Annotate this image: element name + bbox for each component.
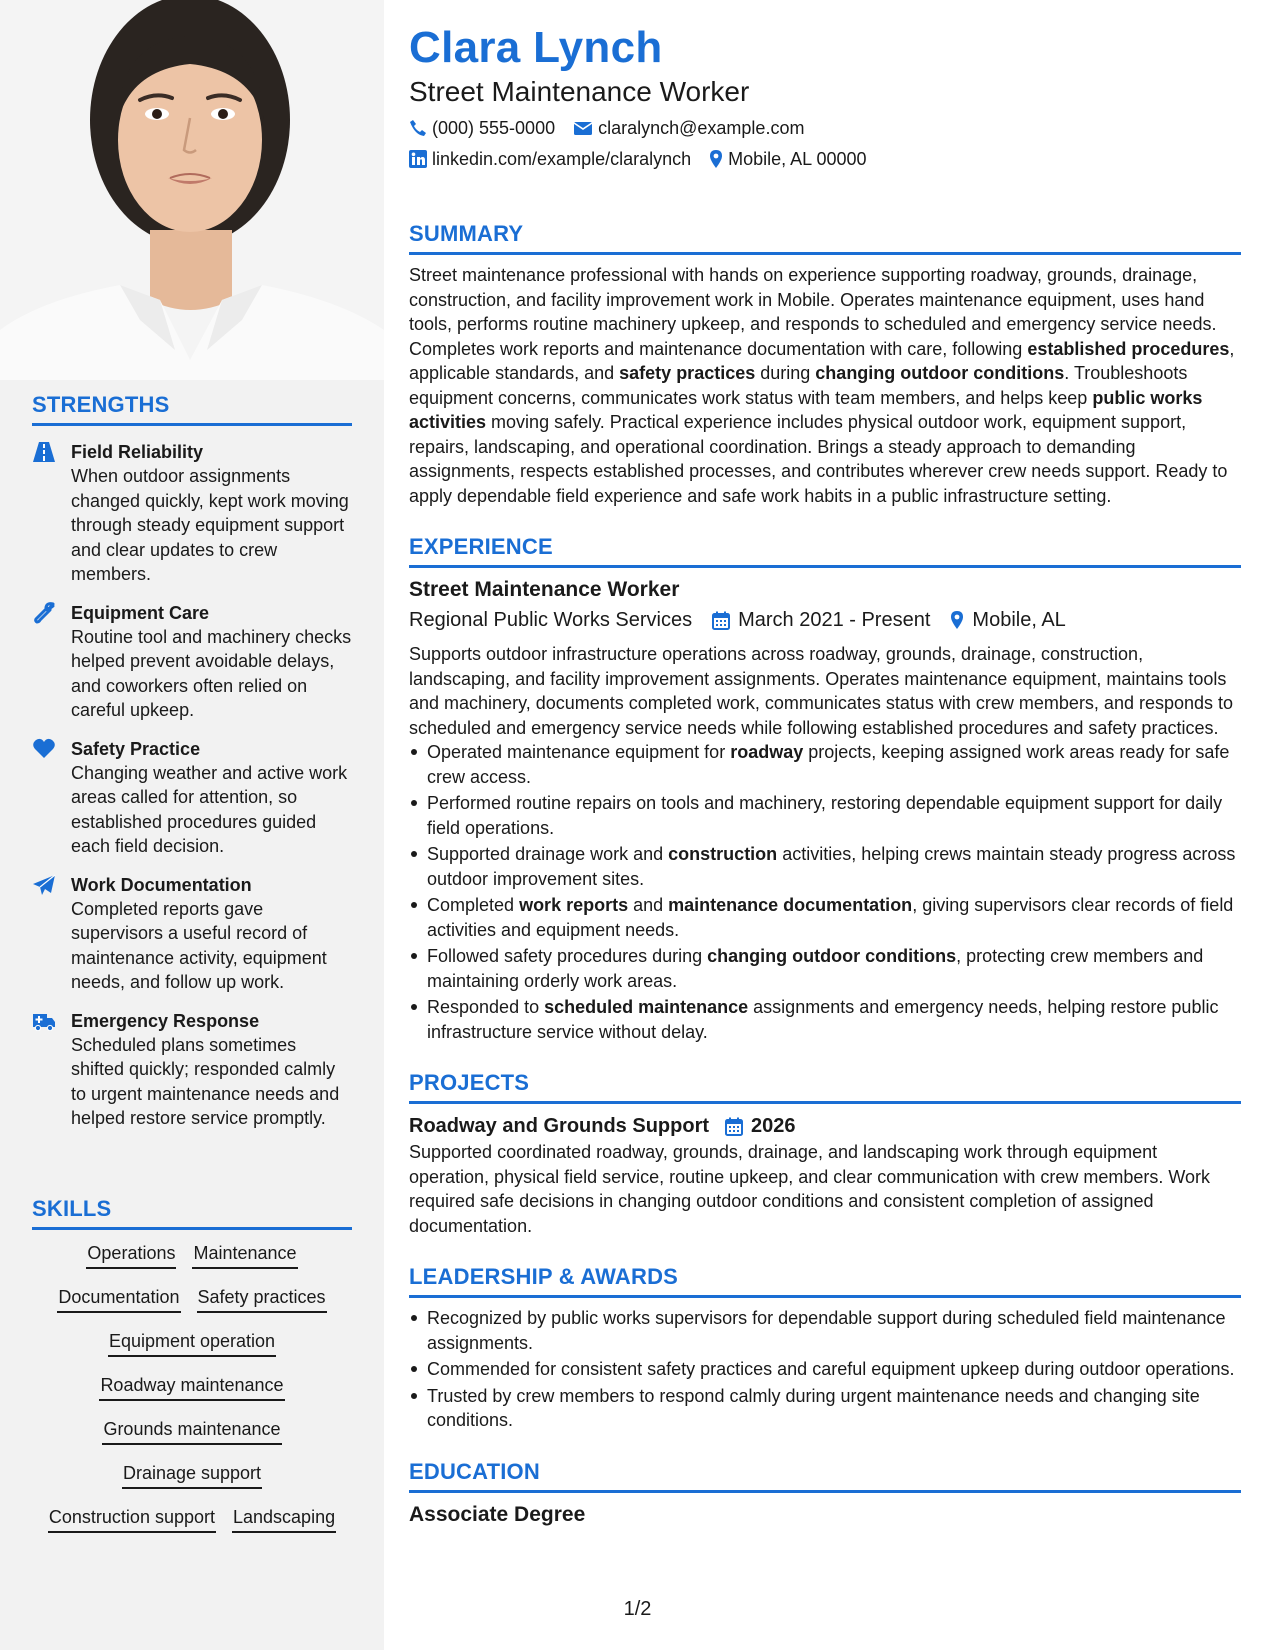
location-contact <box>709 147 866 171</box>
bold-text: changing outdoor conditions <box>815 363 1065 383</box>
project-description: Supported coordinated roadway, grounds, drainage, and landscaping work through equipment operation, physical field service, routine upkeep, and clear communication with crew members. Work required safe decisions in changing outdoor conditions and consistent completion of assigned documentation. <box>409 1142 1211 1236</box>
strength-item <box>32 737 352 859</box>
skill-tag: Landscaping <box>232 1506 336 1533</box>
skill-row <box>32 1506 352 1533</box>
list-item <box>427 893 1241 942</box>
bold-text: construction <box>668 844 778 864</box>
linkedin-contact[interactable] <box>409 147 691 171</box>
sidebar <box>0 0 384 1650</box>
project-header <box>409 1112 1241 1140</box>
experience-bullets <box>409 740 1241 1044</box>
envelope-icon <box>573 120 593 136</box>
phone-number: (000) 555-0000 <box>432 118 556 138</box>
wrench-icon <box>32 602 56 624</box>
strength-description: Scheduled plans sometimes shifted quickly; responded calmly to urgent maintenance needs and helped restore service promptly. <box>71 1034 340 1128</box>
bold-text: maintenance documentation <box>668 895 913 915</box>
education-section <box>409 1459 1241 1529</box>
skill-tag: Operations <box>86 1242 176 1269</box>
text-run: Performed routine repairs on tools and machinery, restoring dependable equipment support for daily field operations. <box>427 793 1223 838</box>
summary-text <box>409 263 1241 508</box>
phone-contact[interactable] <box>409 116 555 140</box>
text-run: Responded to <box>427 997 545 1017</box>
heart-icon <box>32 738 56 760</box>
list-item <box>427 842 1241 891</box>
list-item: Recognized by public works supervisors for dependable support during scheduled field maintenance assignments. <box>427 1306 1241 1355</box>
ambulance-icon <box>32 1010 56 1032</box>
text-run: , applicable standards, and <box>409 338 1235 383</box>
text-run: activities, helping crews maintain steady progress across outdoor improvement sites. <box>427 844 1236 889</box>
text-run: during <box>755 363 816 383</box>
text-run: projects, keeping assigned work areas ready for safe crew access. <box>427 742 1230 787</box>
strength-item <box>32 601 352 723</box>
main-content <box>409 20 1241 1529</box>
strength-title: Emergency Response <box>71 1010 260 1031</box>
summary-heading: SUMMARY <box>409 221 1241 255</box>
strength-title: Field Reliability <box>71 442 204 462</box>
list-item <box>427 740 1241 789</box>
skill-tag: Grounds maintenance <box>102 1418 281 1445</box>
candidate-role: Street Maintenance Worker <box>409 76 750 107</box>
leadership-heading: LEADERSHIP & AWARDS <box>409 1264 1241 1298</box>
skill-tag: Maintenance <box>192 1242 297 1269</box>
map-pin-icon <box>950 610 964 630</box>
text-run: moving safely. Practical experience includes physical outdoor work, equipment support, repairs, landscaping, and operational coordination. Brings a steady approach to demanding assignments, respects established processes, and contributes wherever crew needs support. Ready to apply dependable field experience and safe work habits in a public infrastructure setting. <box>409 412 1228 506</box>
profile-photo <box>0 0 384 380</box>
strength-title: Work Documentation <box>71 874 252 895</box>
bold-text: work reports <box>519 895 629 915</box>
linkedin-url: linkedin.com/example/claralynch <box>432 149 692 169</box>
strength-item <box>32 873 352 995</box>
skill-tag: Documentation <box>57 1286 180 1313</box>
job-dates <box>712 606 930 634</box>
skill-row <box>32 1330 352 1357</box>
experience-heading: EXPERIENCE <box>409 534 1241 568</box>
list-item <box>427 944 1241 993</box>
skill-tag: Safety practices <box>197 1286 327 1313</box>
strength-description: Routine tool and machinery checks helped prevent avoidable delays, and coworkers often relied on careful upkeep. <box>71 626 352 720</box>
strengths-heading: STRENGTHS <box>32 392 352 426</box>
education-degree: Associate Degree <box>409 1502 586 1526</box>
job-location <box>950 606 1065 634</box>
candidate-name: Clara Lynch <box>409 23 663 72</box>
calendar-icon <box>712 611 730 630</box>
text-run: Supported drainage work and <box>427 844 669 864</box>
strength-item <box>32 1009 352 1131</box>
strength-description: Changing weather and active work areas called for attention, so established procedures guided each field decision. <box>71 762 348 856</box>
projects-heading: PROJECTS <box>409 1070 1241 1104</box>
linkedin-icon <box>409 150 427 168</box>
job-location-text: Mobile, AL <box>972 609 1066 631</box>
strength-item <box>32 440 352 587</box>
text-run: and <box>628 895 669 915</box>
projects-section <box>409 1070 1241 1238</box>
location-text: Mobile, AL 00000 <box>728 149 867 169</box>
strength-description: Completed reports gave supervisors a useful record of maintenance activity, equipment needs, and follow up work. <box>71 898 327 992</box>
page-number: 1/2 <box>623 1598 652 1620</box>
text-run: Followed safety procedures during <box>427 946 708 966</box>
skill-row <box>32 1462 352 1489</box>
strength-title: Safety Practice <box>71 738 201 759</box>
text-run: Operated maintenance equipment for <box>427 742 731 762</box>
bold-text: scheduled maintenance <box>544 997 749 1017</box>
skills-heading: SKILLS <box>32 1196 352 1230</box>
text-run: . Troubleshoots equipment concerns, communicates work status with team members, and helps keep <box>409 363 1188 408</box>
skill-tag: Drainage support <box>122 1462 262 1489</box>
phone-icon <box>409 119 427 137</box>
bold-text: safety practices <box>619 363 756 383</box>
project-date <box>725 1112 796 1140</box>
project-year: 2026 <box>751 1115 796 1137</box>
bold-text: changing outdoor conditions <box>707 946 957 966</box>
bold-text: public works activities <box>409 387 1203 432</box>
calendar-icon <box>725 1117 743 1136</box>
skills-list <box>32 1242 352 1533</box>
skill-row <box>32 1418 352 1445</box>
education-heading: EDUCATION <box>409 1459 1241 1493</box>
strength-title: Equipment Care <box>71 602 210 623</box>
text-run: Street maintenance professional with hands on experience supporting roadway, grounds, drainage, construction, and facility improvement work in Mobile. Operates maintenance equipment, uses hand tools, performs routine machinery upkeep, and responds to scheduled and emergency service needs. Completes work reports and maintenance documentation with care, following <box>409 265 1217 359</box>
list-item <box>427 791 1241 840</box>
paper-plane-icon <box>32 874 56 896</box>
experience-section <box>409 534 1241 1044</box>
list-item: Trusted by crew members to respond calmly during urgent maintenance needs and changing site conditions. <box>427 1384 1241 1433</box>
strengths-section <box>32 392 352 1131</box>
bold-text: roadway <box>730 742 804 762</box>
leadership-section <box>409 1264 1241 1433</box>
job-dates-text: March 2021 - Present <box>738 609 931 631</box>
contact-row <box>409 116 1241 140</box>
summary-section <box>409 221 1241 508</box>
map-pin-icon <box>709 149 723 169</box>
list-item <box>427 995 1241 1044</box>
company-name: Regional Public Works Services <box>409 609 693 631</box>
text-run: Completed <box>427 895 520 915</box>
skill-tag: Construction support <box>48 1506 216 1533</box>
job-description: Supports outdoor infrastructure operations across roadway, grounds, drainage, construction, landscaping, and facility improvement assignments. Operates maintenance equipment, maintains tools and machinery, documents completed work, communicates status with crew members, and responds to scheduled and emergency service needs while following established procedures and safety practices. <box>409 644 1234 738</box>
project-name: Roadway and Grounds Support <box>409 1115 710 1137</box>
email-contact[interactable] <box>573 116 804 140</box>
skill-row <box>32 1374 352 1401</box>
contact-row <box>409 147 1241 171</box>
job-meta <box>409 606 1241 634</box>
list-item: Commended for consistent safety practices and careful equipment upkeep during outdoor operations. <box>427 1357 1241 1382</box>
email-address: claralynch@example.com <box>598 118 805 138</box>
text-run: assignments and emergency needs, helping restore public infrastructure service without delay. <box>427 997 1219 1042</box>
skill-tag: Equipment operation <box>108 1330 276 1357</box>
bold-text: established procedures <box>1027 338 1230 359</box>
skill-row <box>32 1242 352 1269</box>
text-run: , giving supervisors clear records of field activities and equipment needs. <box>427 895 1234 940</box>
skill-row <box>32 1286 352 1313</box>
skills-section <box>32 1196 352 1550</box>
job-title: Street Maintenance Worker <box>409 578 680 601</box>
leadership-bullets <box>409 1306 1241 1433</box>
skill-tag: Roadway maintenance <box>99 1374 284 1401</box>
text-run: , protecting crew members and maintaining orderly work areas. <box>427 946 1204 991</box>
strength-description: When outdoor assignments changed quickly, kept work moving through steady equipment support and clear updates to crew members. <box>71 466 349 584</box>
road-icon <box>32 441 56 463</box>
